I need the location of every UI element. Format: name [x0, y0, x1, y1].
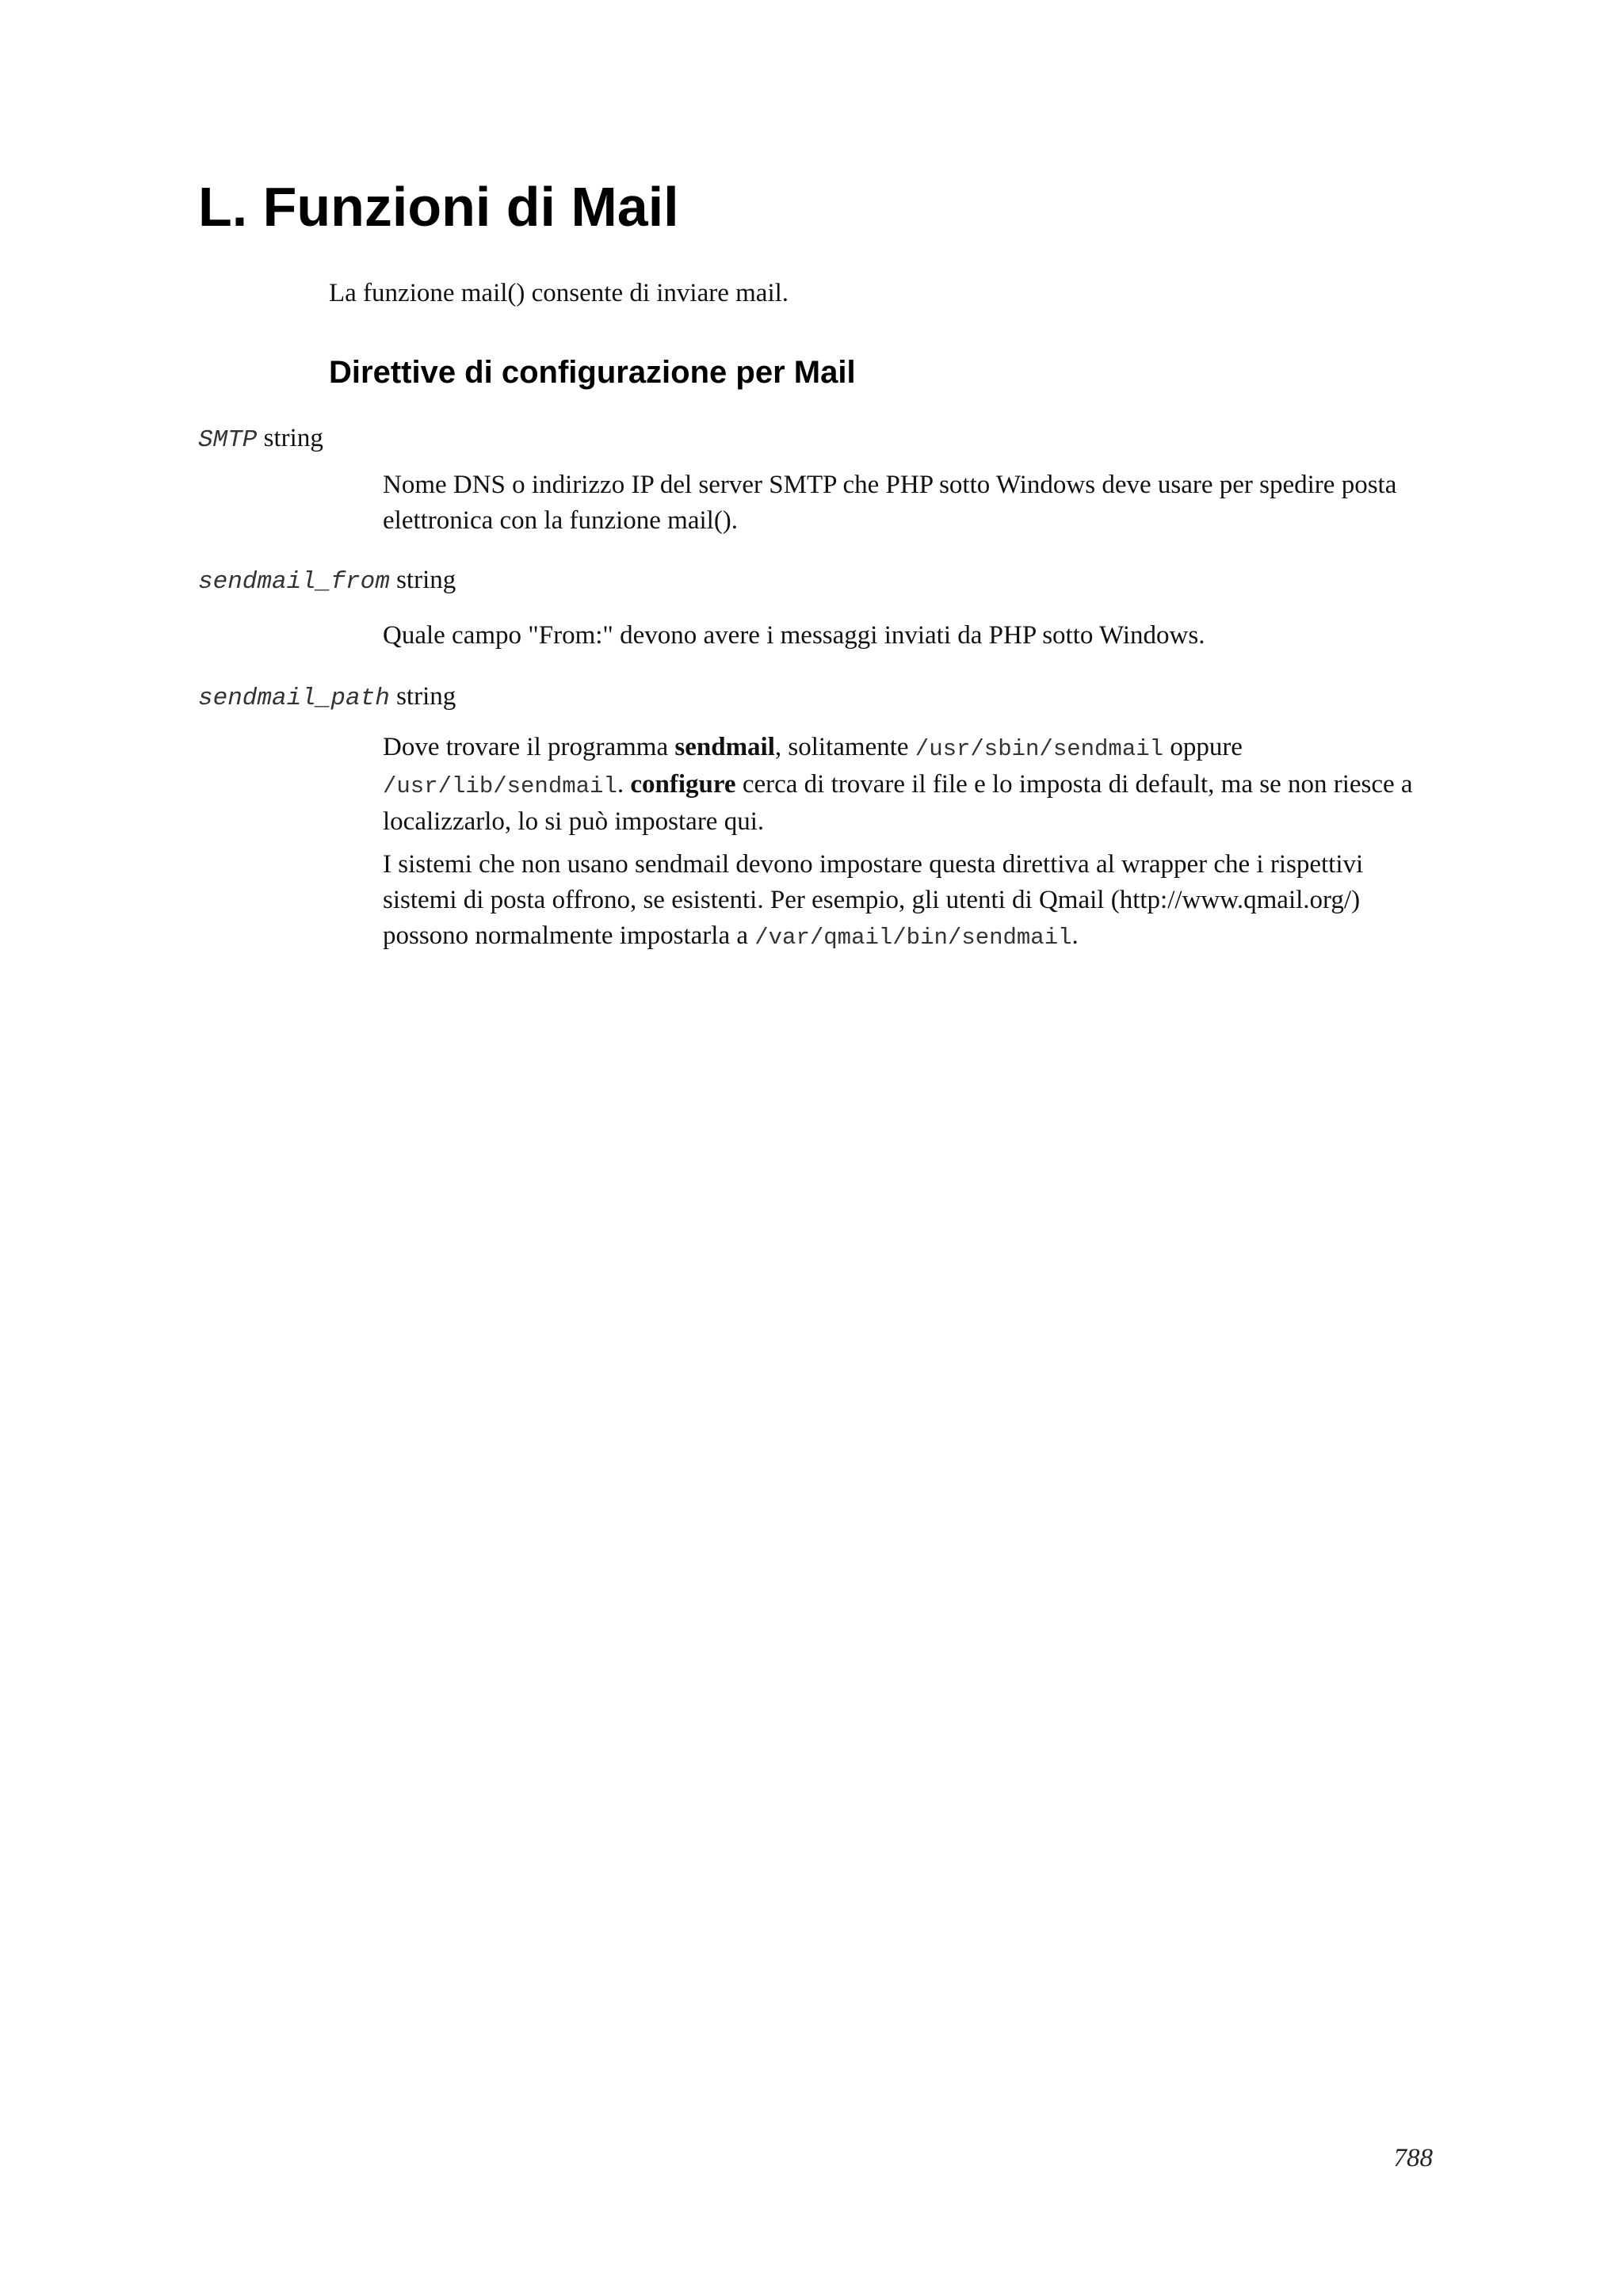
- text-run: , solitamente: [774, 733, 915, 761]
- path-usr-sbin-sendmail: /usr/sbin/sendmail: [915, 736, 1164, 762]
- program-name-configure: configure: [630, 770, 736, 799]
- page-number: 788: [1393, 2144, 1433, 2172]
- text-run: oppure: [1163, 733, 1243, 761]
- directive-name: sendmail_from: [198, 568, 390, 596]
- directive-term-sendmail-from: [198, 563, 456, 600]
- program-name-sendmail: sendmail: [674, 733, 775, 761]
- directive-type: string: [396, 566, 456, 594]
- directive-type: string: [396, 682, 456, 711]
- path-var-qmail-bin-sendmail: /var/qmail/bin/sendmail: [754, 925, 1072, 951]
- text-run: .: [617, 770, 631, 799]
- chapter-intro: La funzione mail() consente di inviare mail.: [329, 279, 789, 307]
- directive-name: SMTP: [198, 426, 258, 454]
- directive-name: sendmail_path: [198, 685, 390, 712]
- text-run: I sistemi che non usano sendmail devono impostare questa direttiva al wrapper che i rispettivi sistemi di posta offrono, se esistenti. Per esempio, gli utenti di Qmail (http://www.qmail.org/) possono normalmente impostarla a: [383, 850, 1364, 950]
- chapter-title: L. Funzioni di Mail: [198, 176, 679, 238]
- text-run: cerca di trovare il file e lo imposta di default, ma se non riesce a localizzarlo, lo si può impostare qui.: [383, 770, 1413, 836]
- text-run: Dove trovare il programma: [383, 733, 675, 761]
- directive-description-sendmail-from: Quale campo "From:" devono avere i messaggi inviati da PHP sotto Windows.: [383, 621, 1205, 650]
- section-heading: Direttive di configurazione per Mail: [329, 355, 856, 390]
- text-run: .: [1071, 921, 1079, 950]
- directive-description-sendmail-path: [383, 730, 1413, 840]
- directive-term-smtp: [198, 421, 323, 458]
- directive-note-sendmail-path: [383, 847, 1413, 955]
- directive-type: string: [263, 424, 323, 452]
- directive-term-sendmail-path: [198, 679, 456, 716]
- path-usr-lib-sendmail: /usr/lib/sendmail: [383, 773, 617, 799]
- directive-description-smtp: Nome DNS o indirizzo IP del server SMTP che PHP sotto Windows deve usare per spedire posta elettronica con la funzione mail().: [383, 471, 1397, 535]
